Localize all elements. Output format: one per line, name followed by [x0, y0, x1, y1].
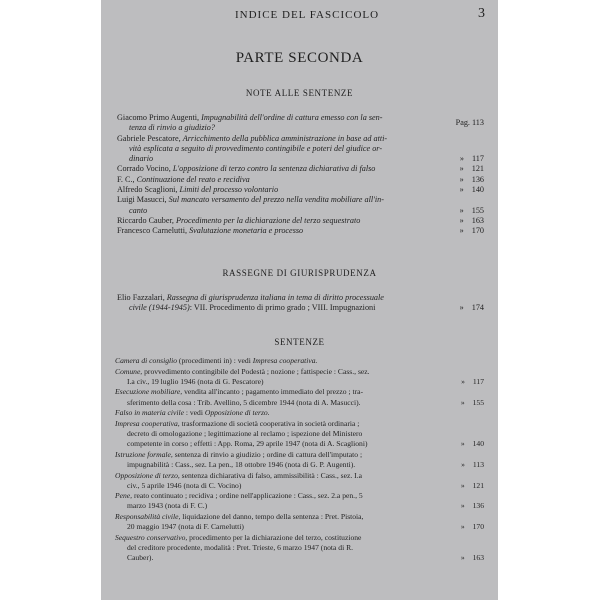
- list-item: Corrado Vocino, L'opposizione di terzo contro la sentenza dichiarativa di falso » 121: [117, 164, 484, 174]
- page-ref: » 121: [459, 164, 484, 174]
- list-item: Riccardo Cauber, Procedimento per la dichiarazione del terzo sequestrato » 163: [117, 215, 484, 225]
- list-item: Falso in materia civile : vedi Opposizione di terzo.: [115, 408, 270, 418]
- list-item: Esecuzione mobiliare, vendita all'incanto ; pagamento immediato del prezzo ; tra- sferimento della cosa : Trib. Avellino, 5 dicembre 1944 (nota di A. Masucci). » 155: [115, 387, 484, 407]
- page-number: 3: [478, 6, 486, 21]
- note-list: [117, 113, 486, 237]
- section-heading-note: NOTE ALLE SENTENZE: [245, 88, 354, 98]
- list-item: Opposizione di terzo, sentenza dichiarativa di falso, ammissibilità : Cass., sez. I.a civ., 5 aprile 1946 (nota di C. Vocino) » 121: [115, 470, 484, 490]
- list-item: Camera di consiglio (procedimenti in) : vedi Impresa cooperativa.: [115, 356, 318, 365]
- page-ref: » 140: [459, 185, 484, 195]
- page-ref: » 155: [460, 397, 484, 407]
- section-heading-sentenze: SENTENZE: [274, 337, 325, 347]
- page-ref: » 170: [460, 522, 484, 532]
- list-item: Responsabilità civile, liquidazione del danno, tempo della sentenza : Pret. Pistoia, 20 maggio 1947 (nota di F. Carnelutti) » 170: [115, 512, 484, 532]
- page-ref: » 163: [460, 553, 484, 563]
- list-item: Luigi Masucci, Sul mancato versamento del prezzo nella vendita mobiliare all'in- canto » 155: [117, 195, 484, 215]
- book-page: [101, 0, 498, 600]
- part-title: PARTE SECONDA: [235, 50, 364, 66]
- page-ref: » 170: [459, 226, 484, 236]
- page-ref: » 155: [459, 205, 484, 215]
- list-item: Alfredo Scaglioni, Limiti del processo volontario » 140: [117, 185, 484, 195]
- section-heading-rassegne: RASSEGNE DI GIURISPRUDENZA: [222, 268, 377, 278]
- header-title: INDICE DEL FASCICOLO: [235, 9, 380, 21]
- list-item: Francesco Carnelutti, Svalutazione monetaria e processo » 170: [117, 226, 484, 236]
- list-item: Impresa cooperativa, trasformazione di società cooperativa in società ordinaria ; decreto di omologazione ; legittimazione al reclamo ; ispezione del Ministero competente in corso ; effetti : App. Roma, 29 aprile 1947 (nota di A. Scaglioni) » 140: [115, 418, 484, 449]
- list-item: Giacomo Primo Augenti, Impugnabilità dell'ordine di cattura emesso con la sen- tenza di rinvio a giudizio? Pag. 113: [117, 113, 484, 133]
- page-ref: » 174: [459, 303, 484, 313]
- page-ref: » 117: [461, 376, 484, 386]
- list-item: Elio Fazzalari, Rassegna di giurisprudenza italiana in tema di diritto processuale civile (1944-1945): VII. Procedimento di primo grado ; VIII. Impugnazioni » 174: [117, 293, 484, 313]
- sentenze-list: [115, 356, 486, 564]
- list-item: Pene, reato continuato ; recidiva ; ordine nell'applicazione : Cass., sez. 2.a pen., 5 marzo 1943 (nota di F. C.) » 136: [115, 491, 484, 511]
- page-ref: » 136: [459, 174, 484, 184]
- list-item: Sequestro conservativo, procedimento per la dichiarazione del terzo, costituzione del creditore procedente, modalità : Pret. Trieste, 6 marzo 1947 (nota di R. Cauber). » 163: [115, 532, 484, 563]
- page-ref: » 163: [459, 215, 484, 225]
- page-ref: Pag. 113: [455, 118, 484, 128]
- page-ref: » 117: [459, 154, 484, 164]
- page-ref: » 136: [460, 501, 484, 511]
- page-ref: » 113: [461, 459, 484, 469]
- page-ref: » 140: [460, 439, 484, 449]
- page-ref: » 121: [460, 480, 484, 490]
- list-item: Comune, provvedimento contingibile del Podestà ; nozione ; fattispecie : Cass., sez. I.a civ., 19 luglio 1946 (nota di G. Pescatore) » 117: [115, 366, 484, 386]
- rassegne-list: [117, 293, 486, 314]
- list-item: Istruzione formale, sentenza di rinvio a giudizio ; ordine di cattura dell'imputato ; impugnabilità : Cass., sez. I.a pen., 18 ottobre 1946 (nota di G. P. Augenti). » 113: [115, 449, 484, 469]
- list-item: F. C., Continuazione del reato e recidiva » 136: [117, 174, 484, 184]
- list-item: Gabriele Pescatore, Arricchimento della pubblica amministrazione in base ad atti- vità esplicata a seguito di provvedimento contingibile e poteri del giudice or- dinario » 117: [117, 133, 484, 164]
